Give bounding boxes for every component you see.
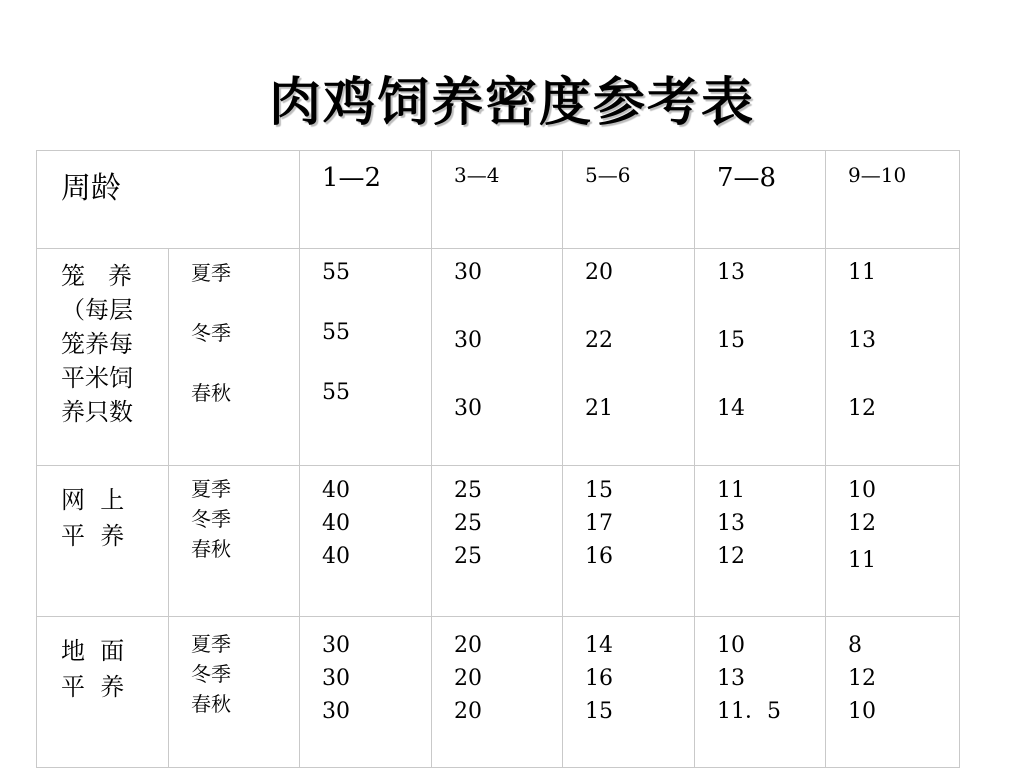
table-row-net	[37, 466, 960, 617]
value-cell	[695, 617, 826, 768]
value-cell	[432, 249, 563, 466]
value: 8	[848, 633, 862, 658]
season-label: 夏季	[191, 477, 231, 501]
value: 11	[848, 260, 876, 285]
value: 30	[454, 328, 482, 353]
season-cell	[169, 617, 300, 768]
value: 10	[717, 633, 745, 658]
value: 21	[585, 396, 613, 421]
value: 13	[848, 328, 876, 353]
value: 20	[454, 633, 482, 658]
category-line: 平 养	[61, 673, 125, 701]
season-label: 冬季	[191, 321, 231, 345]
value: 40	[322, 478, 350, 503]
value: 11．5	[717, 699, 781, 724]
value-cell	[695, 249, 826, 466]
value-cell	[300, 617, 432, 768]
header-week: 5—6	[563, 151, 695, 249]
value: 30	[322, 699, 350, 724]
value: 13	[717, 666, 745, 691]
category-line: 平 养	[61, 522, 125, 550]
category-line: 养只数	[61, 398, 133, 426]
value: 40	[322, 511, 350, 536]
value: 13	[717, 260, 745, 285]
value: 12	[848, 396, 876, 421]
value: 30	[322, 666, 350, 691]
value: 25	[454, 511, 482, 536]
value: 30	[454, 396, 482, 421]
value: 15	[585, 478, 613, 503]
category-cage	[37, 249, 169, 466]
season-label: 冬季	[191, 662, 231, 686]
value: 20	[454, 666, 482, 691]
value: 25	[454, 544, 482, 569]
header-week: 3—4	[432, 151, 563, 249]
season-label: 春秋	[191, 381, 231, 405]
value: 16	[585, 666, 613, 691]
value: 55	[322, 260, 350, 285]
value: 30	[322, 633, 350, 658]
value: 55	[322, 380, 350, 405]
season-cell	[169, 466, 300, 617]
header-row	[37, 151, 960, 249]
value: 12	[848, 666, 876, 691]
season-label: 夏季	[191, 261, 231, 285]
category-line: 平米饲	[61, 364, 133, 392]
value-cell	[826, 617, 960, 768]
value-cell	[563, 617, 695, 768]
value: 40	[322, 544, 350, 569]
value: 12	[717, 544, 745, 569]
value: 16	[585, 544, 613, 569]
value: 30	[454, 260, 482, 285]
value-cell	[826, 466, 960, 617]
category-ground	[37, 617, 169, 768]
value: 11	[848, 548, 876, 573]
value: 10	[848, 699, 876, 724]
density-table	[36, 150, 960, 768]
value: 20	[454, 699, 482, 724]
value: 15	[585, 699, 613, 724]
header-week: 7—8	[695, 151, 826, 249]
value: 13	[717, 511, 745, 536]
value: 20	[585, 260, 613, 285]
category-line: 地 面	[61, 637, 125, 665]
value: 25	[454, 478, 482, 503]
value-cell	[695, 466, 826, 617]
value: 14	[717, 396, 745, 421]
header-week-label: 周龄	[37, 151, 300, 249]
header-week: 1—2	[300, 151, 432, 249]
category-net	[37, 466, 169, 617]
value-cell	[432, 466, 563, 617]
season-label: 春秋	[191, 537, 231, 561]
value: 14	[585, 633, 613, 658]
season-cell	[169, 249, 300, 466]
category-line: 笼养每	[61, 330, 133, 358]
season-label: 春秋	[191, 692, 231, 716]
category-line: 网 上	[61, 486, 125, 514]
table-row-cage	[37, 249, 960, 466]
value: 55	[322, 320, 350, 345]
value-cell	[300, 466, 432, 617]
value: 12	[848, 511, 876, 536]
value-cell	[563, 466, 695, 617]
category-line: 笼 养	[61, 262, 132, 290]
value: 15	[717, 328, 745, 353]
page-title: 肉鸡饲养密度参考表	[268, 73, 755, 133]
table-row-ground	[37, 617, 960, 768]
season-label: 冬季	[191, 507, 231, 531]
header-week: 9—10	[826, 151, 960, 249]
value-cell	[563, 249, 695, 466]
season-label: 夏季	[191, 632, 231, 656]
value-cell	[432, 617, 563, 768]
value: 11	[717, 478, 745, 503]
value: 17	[585, 511, 613, 536]
value: 22	[585, 328, 613, 353]
value: 10	[848, 478, 876, 503]
value-cell	[300, 249, 432, 466]
value-cell	[826, 249, 960, 466]
category-line: （每层	[61, 296, 133, 324]
